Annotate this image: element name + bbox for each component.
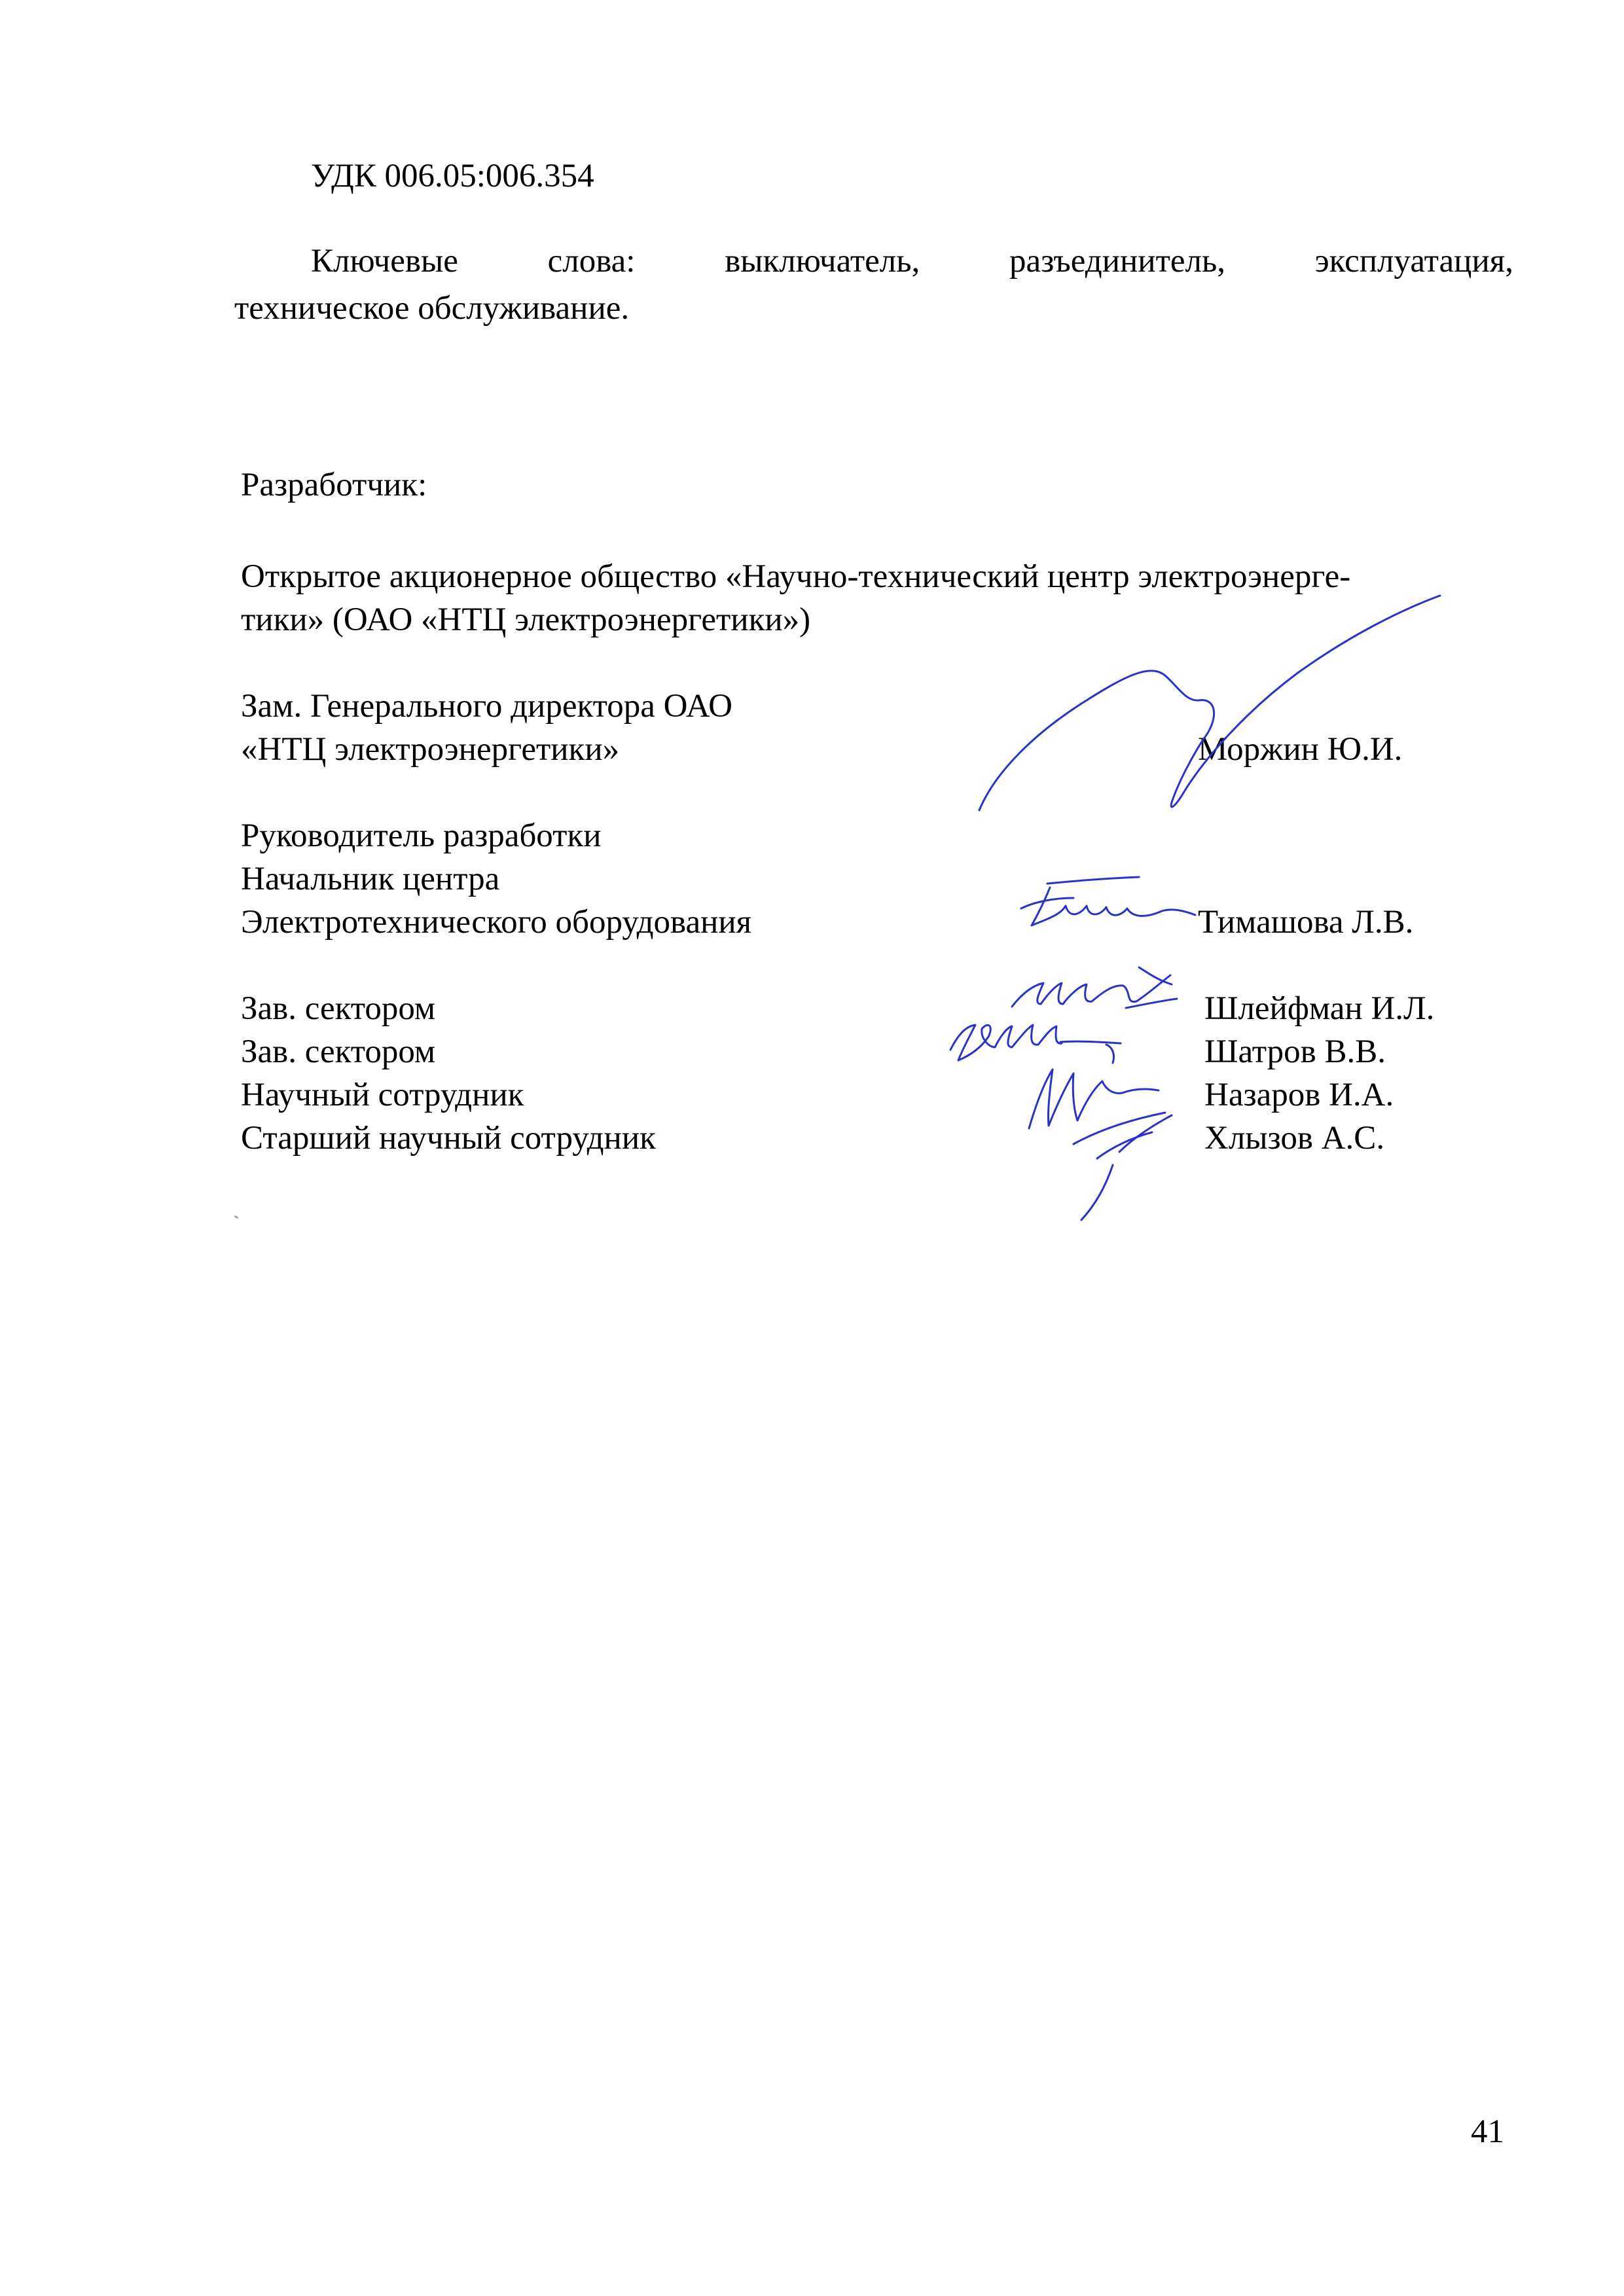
- signatory-name: Моржин Ю.И.: [1198, 731, 1403, 768]
- keywords-word: слова:: [547, 243, 636, 279]
- keywords-line-1: [311, 240, 1513, 283]
- developer-org-line-2: тики» (ОАО «НТЦ электроэнергетики»): [241, 601, 811, 638]
- signature-shatrov: [950, 1025, 1121, 1063]
- keywords-word: Ключевые: [311, 243, 458, 279]
- signatory-title: «НТЦ электроэнергетики»: [241, 731, 620, 768]
- keywords-line-2: техническое обслуживание.: [234, 290, 630, 327]
- developer-heading: Разработчик:: [241, 467, 427, 503]
- signatory-title: Научный сотрудник: [241, 1077, 524, 1113]
- signatory-name: Назаров И.А.: [1204, 1077, 1394, 1113]
- signature-shleifman: [1012, 967, 1177, 1008]
- signatory-title: Электротехнического оборудования: [241, 904, 752, 941]
- keywords-word: выключатель,: [725, 243, 920, 279]
- signatory-title: Зам. Генерального директора ОАО: [241, 688, 733, 725]
- signatory-name: Тимашова Л.В.: [1198, 904, 1414, 941]
- signature-timashova: [1021, 877, 1195, 925]
- signatory-title: Зав. сектором: [241, 990, 436, 1027]
- page-number: 41: [1471, 2113, 1504, 2150]
- udk-code: УДК 006.05:006.354: [311, 158, 594, 194]
- signatory-name: Шатров В.В.: [1204, 1033, 1386, 1070]
- signatory-title: Зав. сектором: [241, 1033, 436, 1070]
- signatory-title: Начальник центра: [241, 861, 500, 897]
- scan-speck: [234, 1215, 239, 1219]
- keywords-word: эксплуатация,: [1314, 243, 1513, 279]
- signatory-title: Руководитель разработки: [241, 817, 602, 854]
- signatory-name: Шлейфман И.Л.: [1204, 990, 1435, 1027]
- signature-morzhin: [979, 596, 1440, 810]
- developer-org-line-1: Открытое акционерное общество «Научно-технический центр электроэнерге-: [241, 558, 1351, 595]
- signature-nazarov: [1029, 1069, 1159, 1128]
- signatory-name: Хлызов А.С.: [1204, 1120, 1385, 1157]
- signature-khlyzov: [1074, 1113, 1172, 1220]
- signatory-title: Старший научный сотрудник: [241, 1120, 656, 1157]
- keywords-word: разъединитель,: [1009, 243, 1225, 279]
